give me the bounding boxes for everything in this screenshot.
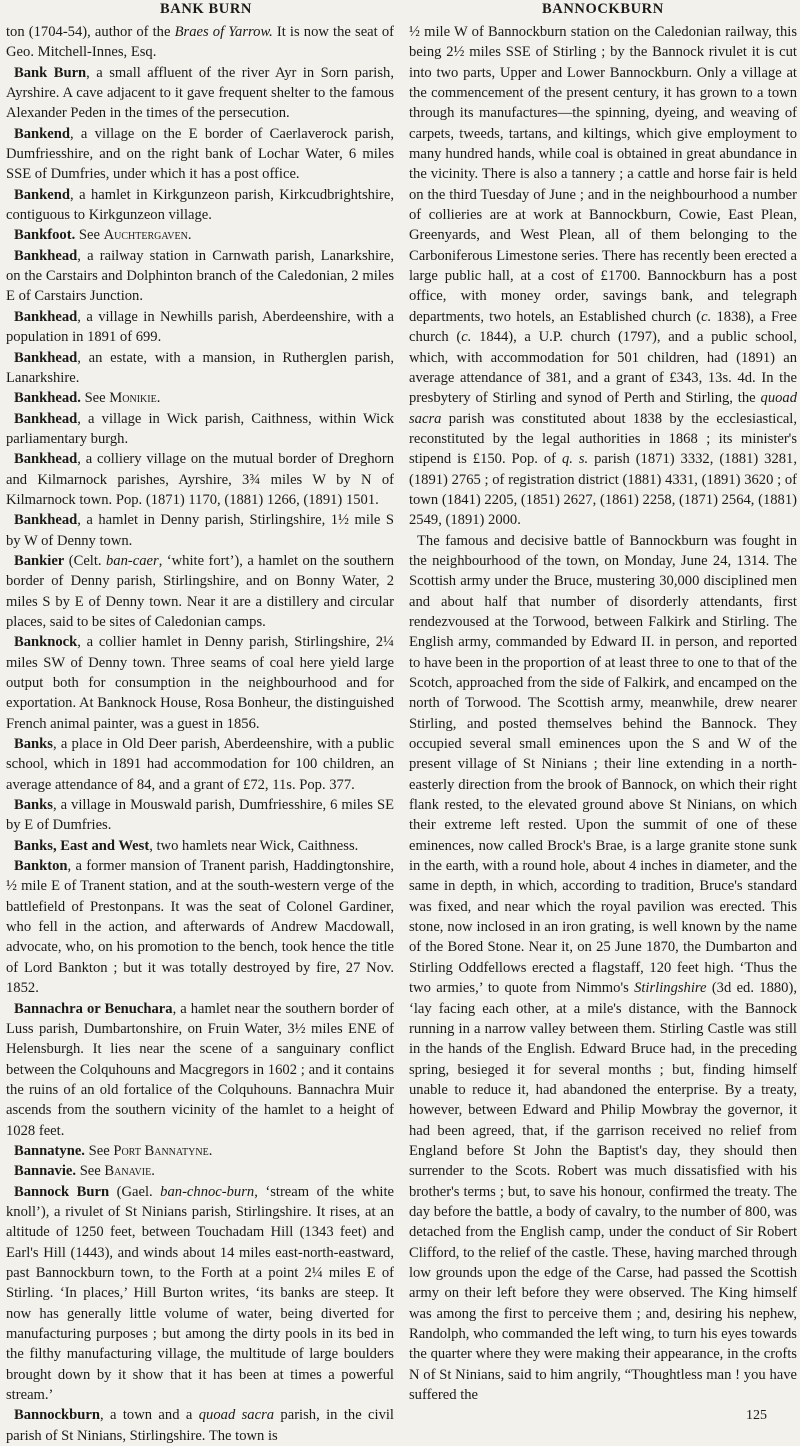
page-number: 125 xyxy=(746,1408,767,1424)
gazetteer-entry xyxy=(6,795,394,836)
entry-headword: Bannavie. xyxy=(14,1163,77,1180)
entry-headword: Bannock Burn xyxy=(14,1183,110,1200)
entry-headword: Bannockburn xyxy=(14,1407,100,1424)
entry-text: See xyxy=(75,227,104,244)
gazetteer-entry xyxy=(6,856,394,998)
italic-text: ban-caer xyxy=(106,552,159,569)
entry-headword: Bankhead. xyxy=(14,390,81,407)
gazetteer-entry xyxy=(6,388,394,408)
entry-text: , a town and a xyxy=(99,1407,199,1424)
running-header-right: BANNOCKBURN xyxy=(542,1,664,17)
entry-headword: Banks, East and West xyxy=(14,837,150,854)
italic-text: c. xyxy=(461,329,472,346)
entry-text: The famous and decisive battle of Bannockburn was fought in the neighbourhood of the town, on Monday, June 24, 1314. The Scottish army under the Bruce, mustering 30,000 disciplined men and about half that number of disorderly attendants, first rendezvoused at the Torwood, between Falkirk and Stirling. The English army, commanded by Edward II. in person, and reported to have been in the proportion of at least three to one to that of the Scotch, approached from the side of Falkirk, and encamped on the north of Torwood. The Scottish army, meanwhile, drew nearer Stirling, and posted themselves behind the Bannock. They occupied several small eminences upon the S and W of the present village of St Ninians ; their line extending in a north-easterly direction from the brook of Bannock, on which their right flank rested, to the elevated ground above St Ninians, on which their extreme left rested. Upon the summit of one of these eminences, now called Brock's Brae, is a large granite stone sunk in the earth, with a round hole, about 4 inches in diameter, and the same in depth, in which, according to tradition, Bruce's standard was fixed, and near which the royal pavilion was erected. This stone, now inclosed in an iron grating, is well known by the name of the Bored Stone. Near it, on 25 June 1870, the Dumbarton and Stirling Oddfellows erected a flagstaff, 120 feet high. ‘Thus the two armies,’ to quote from Nimmo's xyxy=(409,532,797,997)
entry-text: See xyxy=(80,390,110,407)
entry-text: , a former mansion of Tranent parish, Haddingtonshire, ½ mile E of Tranent station, and at the south-western verge of the battlefield of Prestonpans. It was the seat of Colonel Gardiner, who fell in the action, and afterwards of Andrew Macdowall, advocate, who, on his promotion to the bench, took hence the title of Lord Bankton ; but it was totally destroyed by fire, 27 Nov. 1852. xyxy=(6,858,394,997)
entry-text: ½ mile W of Bannockburn station on the Caledonian railway, this being 2½ miles SSE of Stirling ; by the Bannock rivulet it is cut into two parts, Upper and Lower Bannockburn. Only a village at the commencement of the present century, it has grown to a town through its manufactures—the spinning, dyeing, and weaving of carpets, tweeds, tartans, and kiltings, which give employment to many hundred hands, while coal is obtained in great abundance in the vicinity. There is also a tannery ; a cattle and horse fair is held on the third Tuesday of June ; and in the neighbourhood a number of collieries are at work at Bannockburn, Cowie, East Plean, Greenyards, and West Plean, all of them belonging to the Carboniferous Limestone series. There has recently been erected a large public hall, at a cost of £1700. Bannockburn has a post office, with money order, savings bank, and telegraph departments, two hotels, an Established church ( xyxy=(409,24,797,325)
gazetteer-entry xyxy=(6,632,394,734)
cross-reference: Port Bannatyne xyxy=(113,1142,209,1159)
left-column xyxy=(6,22,394,1446)
entry-text: , a small affluent of the river Ayr in Sorn parish, Ayrshire. A cave adjacent to it gave frequent shelter to the famous Alexander Peden in the times of the persecution. xyxy=(6,64,394,122)
entry-text: 1844), a U.P. church (1797), and a public school, which, with accommodation for 501 children, had (1891) an average attendance of 381, and a grant of £343, 13s. 4d. In the presbytery of Stirling and synod of Perth and Stirling, the xyxy=(409,329,797,407)
entry-headword: Bank Burn xyxy=(14,64,87,81)
entry-text: , a village in Newhills parish, Aberdeenshire, with a population in 1891 of 699. xyxy=(6,308,394,346)
entry-text: , a village in Wick parish, Caithness, within Wick parliamentary burgh. xyxy=(6,410,394,447)
entry-text: , a hamlet near the southern border of Luss parish, Dumbartonshire, on Fruin Water, 3½ miles ENE of Helensburgh. It lies near the scene of a sanguinary conflict between the Colquhouns and Macgregors in 1602 ; and it contains the ruins of an old fortalice of the Colquhouns. Bannachra Muir ascends from the southern vicinity of the hamlet to a height of 1028 feet. xyxy=(6,1000,394,1139)
gazetteer-entry xyxy=(6,1405,394,1446)
entry-headword: Bannatyne. xyxy=(14,1142,85,1159)
italic-text: q. s. xyxy=(561,451,589,468)
entry-text: , a village in Mouswald parish, Dumfriesshire, 6 miles SE by E of Dumfries. xyxy=(6,797,394,834)
right-column-wrapper xyxy=(409,22,797,1425)
entry-text: See xyxy=(84,1142,114,1159)
entry-text: . xyxy=(187,227,192,244)
entry-text: parish, in the civil parish of St Ninians, Stirlingshire. The town is xyxy=(6,1407,394,1444)
gazetteer-entry xyxy=(6,1161,394,1181)
right-column xyxy=(409,22,797,1405)
entry-headword: Bankhead xyxy=(14,349,78,366)
entry-text: ton (1704-54), author of the xyxy=(6,24,175,40)
entry-headword: Bankfoot. xyxy=(14,227,76,244)
entry-text: . xyxy=(156,390,161,407)
entry-text: See xyxy=(76,1163,105,1180)
entry-text: , a colliery village on the mutual border of Dreghorn and Kilmarnock parishes, Ayrshire, 3¾ miles W by N of Kilmarnock town. Pop. (1871) 1170, (1881) 1266, (1891) 1501. xyxy=(6,451,394,508)
gazetteer-entry xyxy=(6,63,394,124)
entry-text: , a railway station in Carnwath parish, Lanarkshire, on the Carstairs and Dolphinton branch of the Caledonian, 2 miles E of Carstairs Junction. xyxy=(6,247,394,305)
entry-text: (Celt. xyxy=(64,552,106,569)
entry-text: , an estate, with a mansion, in Rutherglen parish, Lanarkshire. xyxy=(6,349,394,386)
cross-reference: Monikie xyxy=(109,390,157,407)
italic-text: quoad sacra xyxy=(198,1407,275,1424)
entry-headword: Bankhead xyxy=(14,512,78,529)
entry-headword: Bankend xyxy=(14,125,70,142)
entry-headword: Bankier xyxy=(14,552,65,569)
entry-text: , a place in Old Deer parish, Aberdeenshire, with a public school, which in 1891 had accommodation for 100 children, an average attendance of 84, and a grant of £72, 11s. Pop. 377. xyxy=(6,736,394,793)
entry-text: 1838), a Free church ( xyxy=(409,308,797,346)
gazetteer-entry xyxy=(6,409,394,450)
gazetteer-entry xyxy=(6,551,394,632)
gazetteer-entry xyxy=(6,185,394,226)
italic-text: quoad sacra xyxy=(409,390,797,427)
gazetteer-entry xyxy=(6,246,394,307)
entry-text: , a collier hamlet in Denny parish, Stirlingshire, 2¼ miles SW of Denny town. Three seams of coal here yield large output both for consumption in the neighbourhood and for exportation. At Banknock House, Rosa Bonheur, the distinguished French animal painter, was a guest in 1856. xyxy=(6,634,394,732)
entry-text: , ‘white fort’), a hamlet on the southern border of Denny parish, Stirlingshire, and on Bonny Water, 2 miles S by E of Denny town. Near it are a distillery and circular places, said to be sites of Caledonian camps. xyxy=(6,552,394,630)
gazetteer-entry xyxy=(6,225,394,245)
gazetteer-entry xyxy=(6,1182,394,1406)
italic-text: Stirlingshire xyxy=(634,980,707,997)
gazetteer-entry xyxy=(6,307,394,348)
entry-text: , ‘stream of the white knoll’), a rivulet of St Ninians parish, Stirlingshire. It rises, at an altitude of 1250 feet, between Touchadam Hill (1343 feet) and Earl's Hill (1443), and winds about 14 miles east-north-eastward, past Bannockburn town, to the Forth at a point 2¼ miles E of Stirling. ‘In places,’ Hill Burton writes, ‘its banks are steep. It now has generally little volume of water, being diverted for manufacturing purposes ; but among the dirty pools in its bed in the filthy manufacturing village, the multitude of large boulders brought down by it show that it has been at times a powerful stream.’ xyxy=(6,1183,395,1404)
entry-text: , a village on the E border of Caerlaverock parish, Dumfriesshire, and on the right bank of Lochar Water, 6 miles SSE of Dumfries, under which it has a post office. xyxy=(6,125,394,183)
gazetteer-entry xyxy=(6,1141,394,1161)
entry-text: parish was constituted about 1838 by the ecclesiastical, reconstituted by the legal authorities in 1868 ; its minister's stipend is £150. Pop. of xyxy=(409,410,797,468)
entry-headword: Bankton xyxy=(14,858,68,875)
italic-text: Braes of Yarrow. xyxy=(174,24,273,40)
entry-headword: Banks xyxy=(14,797,53,814)
italic-text: ban-chnoc-burn xyxy=(160,1183,255,1200)
gazetteer-entry xyxy=(409,531,797,1406)
gazetteer-entry xyxy=(6,510,394,551)
cross-reference: Banavie xyxy=(104,1163,152,1180)
running-header-left: BANK BURN xyxy=(160,1,253,17)
entry-text: (3d ed. 1880), ‘lay facing each other, at a mile's distance, with the Bannock running in a narrow valley between them. Stirling Castle was still in the hands of the English. Edward Bruce had, in the preceding spring, besieged it for several months ; but, finding himself unable to reduce it, had abandoned the enterprise. By a treaty, however, between Edward and Philip Mowbray the governor, it had been agreed, that, if the garrison received no relief from England before St John the Baptist's day, they should then surrender to the Scots. Robert was much dissatisfied with his brother's terms ; but, to save his honour, confirmed the treaty. The day before the battle, a body of cavalry, to the number of 800, was detached from the English camp, under the conduct of Sir Robert Clifford, to the relief of the castle. These, having marched through low grounds upon the edge of the Carse, had passed the Scottish army on their left before they were observed. The King himself was among the first to perceive them ; and, desiring his nephew, Randolph, who commanded the left wing, to turn his eyes towards the quarter where they were making their appearance, in the crofts N of St Ninians, said to him angrily, “Thoughtless man ! you have suffered the xyxy=(409,980,797,1404)
entry-text: parish (1871) 3332, (1881) 3281, (1891) 2765 ; of registration district (1881) 4331, (1891) 3620 ; of town (1841) 2205, (1851) 2627, (1861) 2258, (1871) 2564, (1881) 2549, (1891) 2000. xyxy=(409,451,797,529)
entry-text: . xyxy=(151,1163,155,1180)
cross-reference: Auchtergaven xyxy=(103,227,188,244)
entry-headword: Bankend xyxy=(14,186,70,203)
entry-headword: Bannachra or Benuchara xyxy=(14,1000,173,1017)
entry-text: (Gael. xyxy=(109,1183,161,1200)
entry-headword: Bankhead xyxy=(14,247,78,264)
gazetteer-entry xyxy=(6,734,394,795)
gazetteer-entry xyxy=(6,999,394,1141)
italic-text: c. xyxy=(701,308,712,325)
gazetteer-entry xyxy=(6,22,394,63)
gazetteer-entry xyxy=(6,124,394,185)
entry-headword: Bankhead xyxy=(14,308,78,325)
entry-text: , two hamlets near Wick, Caithness. xyxy=(149,837,359,854)
gazetteer-entry xyxy=(6,449,394,510)
entry-text: , a hamlet in Denny parish, Stirlingshire, 1½ mile S by W of Denny town. xyxy=(6,512,394,549)
entry-text: , a hamlet in Kirkgunzeon parish, Kirkcudbrightshire, contiguous to Kirkgunzeon village. xyxy=(6,186,394,224)
entry-headword: Bankhead xyxy=(14,410,78,427)
entry-text: . xyxy=(208,1142,213,1159)
entry-headword: Bankhead xyxy=(14,451,78,468)
entry-text: It is now the seat of Geo. Mitchell-Innes, Esq. xyxy=(6,24,394,61)
entry-headword: Banks xyxy=(14,736,53,753)
gazetteer-entry xyxy=(6,348,394,389)
gazetteer-entry xyxy=(6,836,394,856)
entry-headword: Banknock xyxy=(14,634,78,651)
gazetteer-entry xyxy=(409,22,797,531)
